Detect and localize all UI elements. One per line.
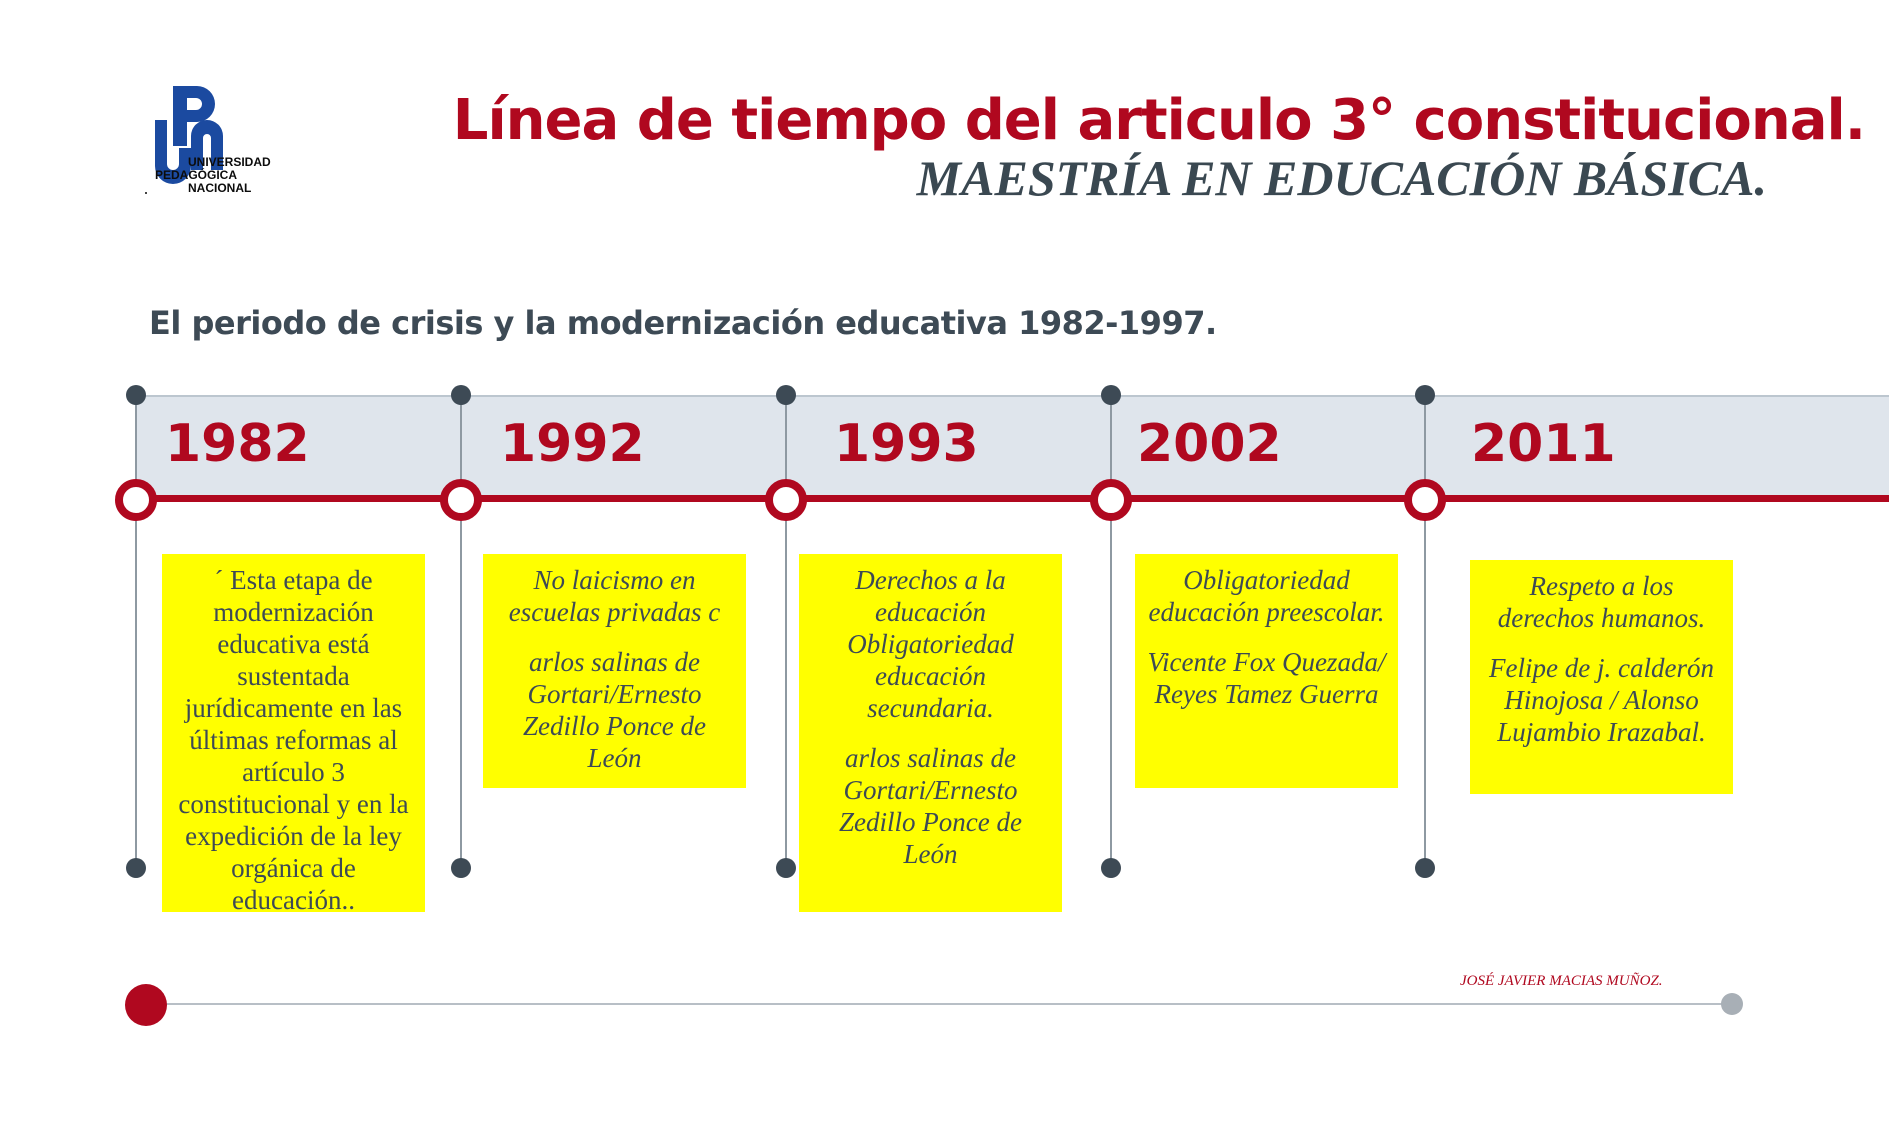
footer-dot-end bbox=[1721, 993, 1743, 1015]
footer-line bbox=[144, 1003, 1732, 1005]
year-label: 1993 bbox=[834, 414, 979, 474]
timeline-card-1993 bbox=[799, 554, 1062, 912]
timeline-card-2011 bbox=[1470, 560, 1733, 794]
timeline-vline-2011 bbox=[1424, 396, 1426, 868]
card-text: Vicente Fox Quezada/ Reyes Tamez Guerra bbox=[1147, 647, 1386, 709]
timeline-marker-2011 bbox=[1404, 479, 1446, 521]
card-text: No laicismo en escuelas privadas c bbox=[508, 565, 721, 627]
timeline-bottom-dot bbox=[776, 858, 796, 878]
timeline-card-1992 bbox=[483, 554, 746, 788]
card-text: Derechos a la educación Obligatoriedad educación secundaria. bbox=[847, 565, 1014, 723]
timeline-marker-1992 bbox=[440, 479, 482, 521]
timeline-top-dot bbox=[1101, 385, 1121, 405]
logo-text-universidad: UNIVERSIDAD bbox=[188, 155, 271, 169]
timeline-vline-1993 bbox=[785, 396, 787, 868]
card-text: arlos salinas de Gortari/Ernesto Zedillo Ponce de León bbox=[839, 743, 1022, 869]
timeline-marker-1993 bbox=[765, 479, 807, 521]
card-text: Felipe de j. calderón Hinojosa / Alonso Lujambio Irazabal. bbox=[1489, 653, 1714, 747]
footer-dot-start bbox=[125, 984, 167, 1026]
timeline-vline-2002 bbox=[1110, 396, 1112, 868]
year-label: 1992 bbox=[500, 414, 645, 474]
page-title: Línea de tiempo del articulo 3° constitucional. bbox=[452, 88, 1865, 153]
timeline-bottom-dot bbox=[1415, 858, 1435, 878]
author-name: JOSÉ JAVIER MACIAS MUÑOZ. bbox=[1460, 973, 1663, 989]
period-heading: El periodo de crisis y la modernización educativa 1982-1997. bbox=[149, 304, 1217, 342]
timeline-band bbox=[136, 396, 1889, 498]
timeline-red-line bbox=[136, 495, 1889, 502]
card-text: Respeto a los derechos humanos. bbox=[1497, 571, 1706, 633]
timeline-bottom-dot bbox=[1101, 858, 1121, 878]
timeline-top-dot bbox=[776, 385, 796, 405]
year-label: 1982 bbox=[165, 414, 310, 474]
timeline-top-dot bbox=[1415, 385, 1435, 405]
year-label: 2002 bbox=[1137, 414, 1282, 474]
logo-text-nacional: NACIONAL bbox=[188, 181, 252, 195]
timeline-card-1982 bbox=[162, 554, 425, 915]
timeline-top-dot bbox=[451, 385, 471, 405]
timeline-bottom-dot bbox=[451, 858, 471, 878]
page-subtitle: MAESTRÍA EN EDUCACIÓN BÁSICA. bbox=[916, 150, 1767, 206]
timeline-bottom-dot bbox=[126, 858, 146, 878]
timeline-marker-2002 bbox=[1090, 479, 1132, 521]
timeline-card-2002 bbox=[1135, 554, 1398, 788]
card-text: ´ Esta etapa de modernización educativa está sustentada jurídicamente en las últimas reformas al artículo 3 constitucional y en la expedición de la ley orgánica de educación.. bbox=[178, 565, 409, 915]
card-text: arlos salinas de Gortari/Ernesto Zedillo Ponce de León bbox=[523, 647, 706, 773]
timeline-marker-1982 bbox=[115, 479, 157, 521]
timeline-top-dot bbox=[126, 385, 146, 405]
card-text: Obligatoriedad educación preescolar. bbox=[1148, 565, 1385, 627]
timeline-vline-1982 bbox=[135, 396, 137, 868]
upn-logo bbox=[145, 84, 295, 204]
timeline-vline-1992 bbox=[460, 396, 462, 868]
year-label: 2011 bbox=[1471, 414, 1616, 474]
timeline-band-top-edge bbox=[136, 395, 1889, 397]
logo-text-pedagogica: PEDAGÓGICA bbox=[155, 168, 238, 182]
